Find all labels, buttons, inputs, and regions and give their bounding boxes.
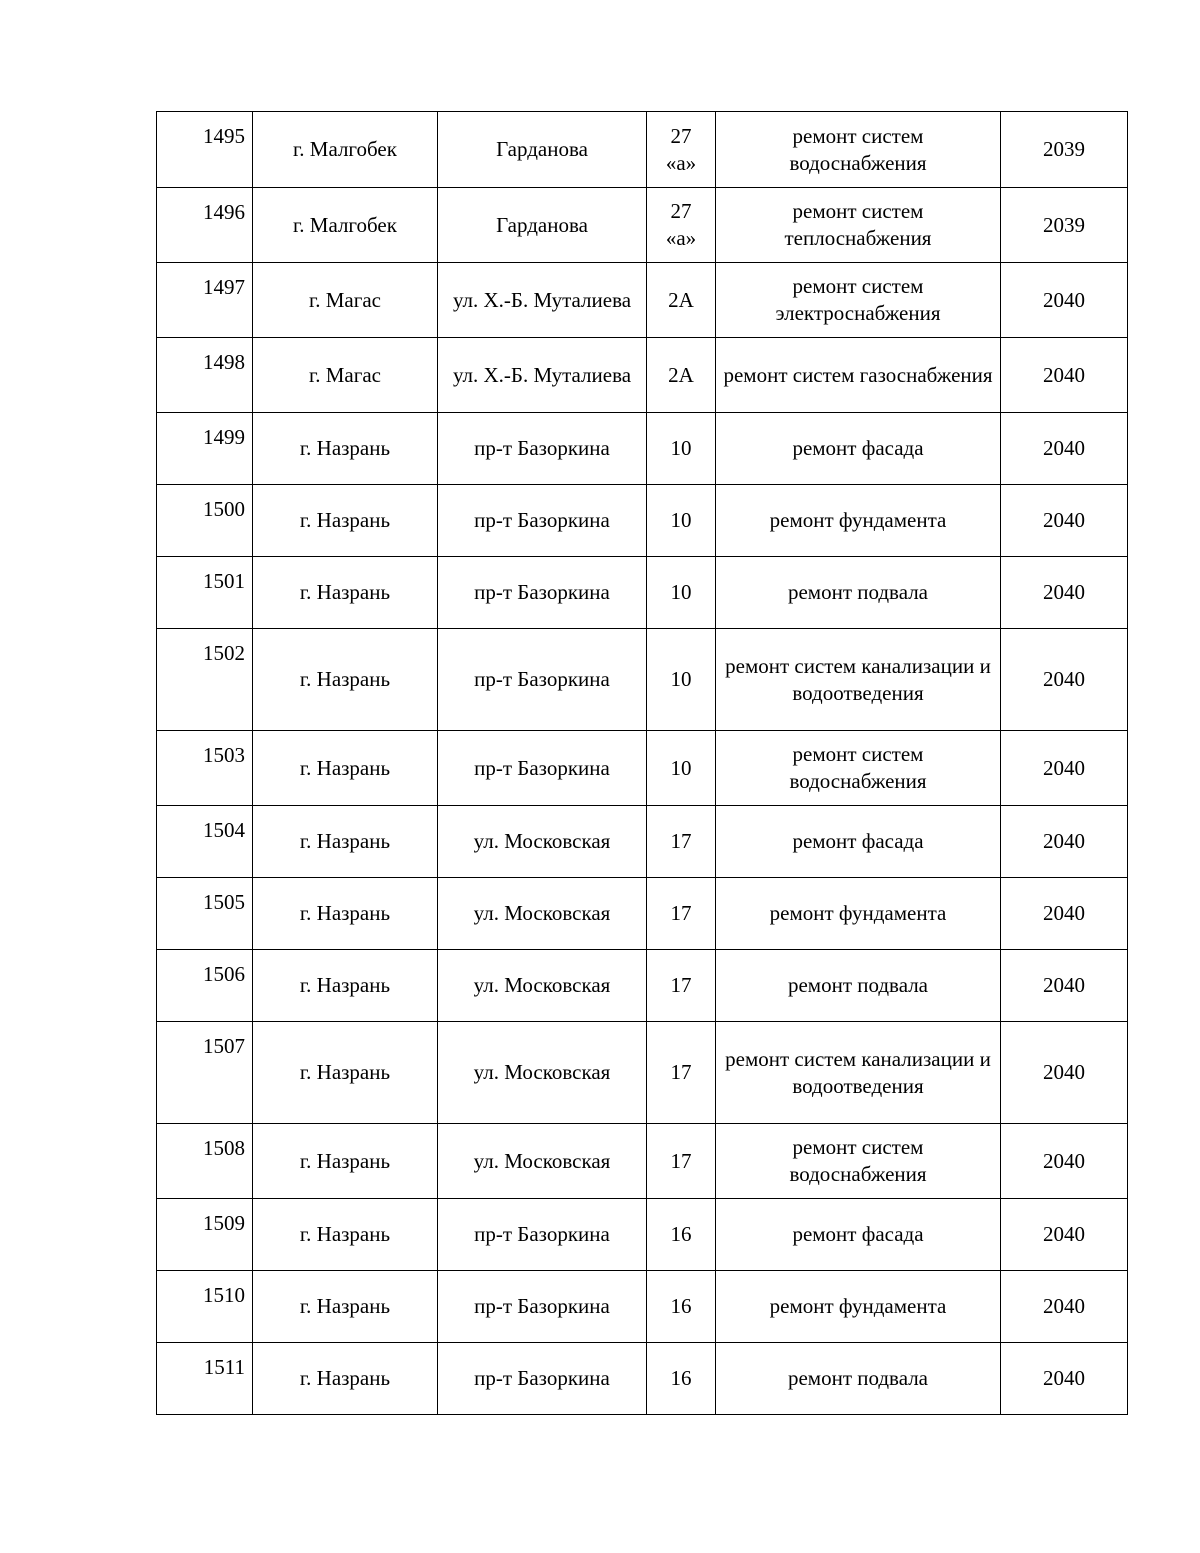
year-cell: 2040 xyxy=(1001,485,1128,557)
row-number: 1511 xyxy=(157,1343,253,1415)
city-cell: г. Магас xyxy=(253,263,438,338)
work-type-cell: ремонт систем газоснабжения xyxy=(716,338,1001,413)
table-row xyxy=(157,950,1128,1022)
table-row xyxy=(157,1022,1128,1124)
street-cell: ул. Московская xyxy=(438,1022,647,1124)
street-cell: пр-т Базоркина xyxy=(438,1199,647,1271)
work-type-cell: ремонт подвала xyxy=(716,950,1001,1022)
row-number: 1508 xyxy=(157,1124,253,1199)
work-type-cell: ремонт фундамента xyxy=(716,485,1001,557)
year-cell: 2040 xyxy=(1001,878,1128,950)
street-cell: пр-т Базоркина xyxy=(438,1271,647,1343)
house-cell: 27 «а» xyxy=(647,188,716,263)
year-cell: 2040 xyxy=(1001,557,1128,629)
city-cell: г. Назрань xyxy=(253,557,438,629)
year-cell: 2040 xyxy=(1001,338,1128,413)
work-type-cell: ремонт систем теплоснабжения xyxy=(716,188,1001,263)
year-cell: 2040 xyxy=(1001,1199,1128,1271)
city-cell: г. Назрань xyxy=(253,806,438,878)
year-cell: 2040 xyxy=(1001,950,1128,1022)
street-cell: пр-т Базоркина xyxy=(438,1343,647,1415)
row-number: 1502 xyxy=(157,629,253,731)
city-cell: г. Магас xyxy=(253,338,438,413)
city-cell: г. Назрань xyxy=(253,731,438,806)
year-cell: 2040 xyxy=(1001,1343,1128,1415)
street-cell: ул. Московская xyxy=(438,1124,647,1199)
table-row xyxy=(157,188,1128,263)
house-cell: 17 xyxy=(647,878,716,950)
work-type-cell: ремонт фундамента xyxy=(716,1271,1001,1343)
row-number: 1500 xyxy=(157,485,253,557)
work-type-cell: ремонт систем водоснабжения xyxy=(716,1124,1001,1199)
house-cell: 17 xyxy=(647,806,716,878)
row-number: 1509 xyxy=(157,1199,253,1271)
work-type-cell: ремонт фасада xyxy=(716,806,1001,878)
city-cell: г. Назрань xyxy=(253,485,438,557)
year-cell: 2040 xyxy=(1001,1271,1128,1343)
year-cell: 2039 xyxy=(1001,112,1128,188)
table-row xyxy=(157,1199,1128,1271)
house-cell: 10 xyxy=(647,413,716,485)
table-row xyxy=(157,338,1128,413)
house-cell: 16 xyxy=(647,1271,716,1343)
city-cell: г. Малгобек xyxy=(253,112,438,188)
street-cell: ул. Х.-Б. Муталиева xyxy=(438,338,647,413)
table-row xyxy=(157,878,1128,950)
table-row xyxy=(157,806,1128,878)
work-type-cell: ремонт фасада xyxy=(716,1199,1001,1271)
city-cell: г. Назрань xyxy=(253,1199,438,1271)
city-cell: г. Назрань xyxy=(253,950,438,1022)
work-type-cell: ремонт систем водоснабжения xyxy=(716,112,1001,188)
row-number: 1495 xyxy=(157,112,253,188)
house-cell: 10 xyxy=(647,629,716,731)
year-cell: 2040 xyxy=(1001,806,1128,878)
table-row xyxy=(157,263,1128,338)
street-cell: пр-т Базоркина xyxy=(438,413,647,485)
row-number: 1498 xyxy=(157,338,253,413)
table-row xyxy=(157,1343,1128,1415)
house-cell: 17 xyxy=(647,1124,716,1199)
house-cell: 16 xyxy=(647,1199,716,1271)
street-cell: ул. Московская xyxy=(438,878,647,950)
table-row xyxy=(157,1124,1128,1199)
row-number: 1497 xyxy=(157,263,253,338)
table-row xyxy=(157,731,1128,806)
house-cell: 27 «а» xyxy=(647,112,716,188)
work-type-cell: ремонт систем водоснабжения xyxy=(716,731,1001,806)
row-number: 1496 xyxy=(157,188,253,263)
house-cell: 17 xyxy=(647,950,716,1022)
table-body xyxy=(157,112,1128,1415)
street-cell: Гарданова xyxy=(438,112,647,188)
row-number: 1510 xyxy=(157,1271,253,1343)
city-cell: г. Назрань xyxy=(253,1022,438,1124)
city-cell: г. Назрань xyxy=(253,1343,438,1415)
street-cell: пр-т Базоркина xyxy=(438,485,647,557)
year-cell: 2039 xyxy=(1001,188,1128,263)
row-number: 1499 xyxy=(157,413,253,485)
street-cell: ул. Московская xyxy=(438,806,647,878)
house-cell: 10 xyxy=(647,731,716,806)
year-cell: 2040 xyxy=(1001,629,1128,731)
street-cell: Гарданова xyxy=(438,188,647,263)
city-cell: г. Назрань xyxy=(253,1124,438,1199)
table-row xyxy=(157,485,1128,557)
year-cell: 2040 xyxy=(1001,1124,1128,1199)
house-cell: 2А xyxy=(647,338,716,413)
table-row xyxy=(157,1271,1128,1343)
row-number: 1504 xyxy=(157,806,253,878)
city-cell: г. Назрань xyxy=(253,878,438,950)
table-row xyxy=(157,112,1128,188)
repair-schedule-table xyxy=(156,111,1128,1415)
work-type-cell: ремонт подвала xyxy=(716,557,1001,629)
row-number: 1505 xyxy=(157,878,253,950)
year-cell: 2040 xyxy=(1001,263,1128,338)
city-cell: г. Малгобек xyxy=(253,188,438,263)
street-cell: ул. Х.-Б. Муталиева xyxy=(438,263,647,338)
work-type-cell: ремонт фасада xyxy=(716,413,1001,485)
work-type-cell: ремонт фундамента xyxy=(716,878,1001,950)
year-cell: 2040 xyxy=(1001,731,1128,806)
row-number: 1507 xyxy=(157,1022,253,1124)
street-cell: ул. Московская xyxy=(438,950,647,1022)
year-cell: 2040 xyxy=(1001,413,1128,485)
street-cell: пр-т Базоркина xyxy=(438,629,647,731)
house-cell: 10 xyxy=(647,557,716,629)
street-cell: пр-т Базоркина xyxy=(438,557,647,629)
table-row xyxy=(157,557,1128,629)
row-number: 1503 xyxy=(157,731,253,806)
work-type-cell: ремонт систем электроснабжения xyxy=(716,263,1001,338)
table-row xyxy=(157,413,1128,485)
street-cell: пр-т Базоркина xyxy=(438,731,647,806)
work-type-cell: ремонт систем канализации и водоотведения xyxy=(716,1022,1001,1124)
work-type-cell: ремонт систем канализации и водоотведения xyxy=(716,629,1001,731)
house-cell: 16 xyxy=(647,1343,716,1415)
work-type-cell: ремонт подвала xyxy=(716,1343,1001,1415)
city-cell: г. Назрань xyxy=(253,629,438,731)
city-cell: г. Назрань xyxy=(253,413,438,485)
row-number: 1506 xyxy=(157,950,253,1022)
row-number: 1501 xyxy=(157,557,253,629)
house-cell: 2А xyxy=(647,263,716,338)
table-row xyxy=(157,629,1128,731)
city-cell: г. Назрань xyxy=(253,1271,438,1343)
house-cell: 17 xyxy=(647,1022,716,1124)
house-cell: 10 xyxy=(647,485,716,557)
year-cell: 2040 xyxy=(1001,1022,1128,1124)
